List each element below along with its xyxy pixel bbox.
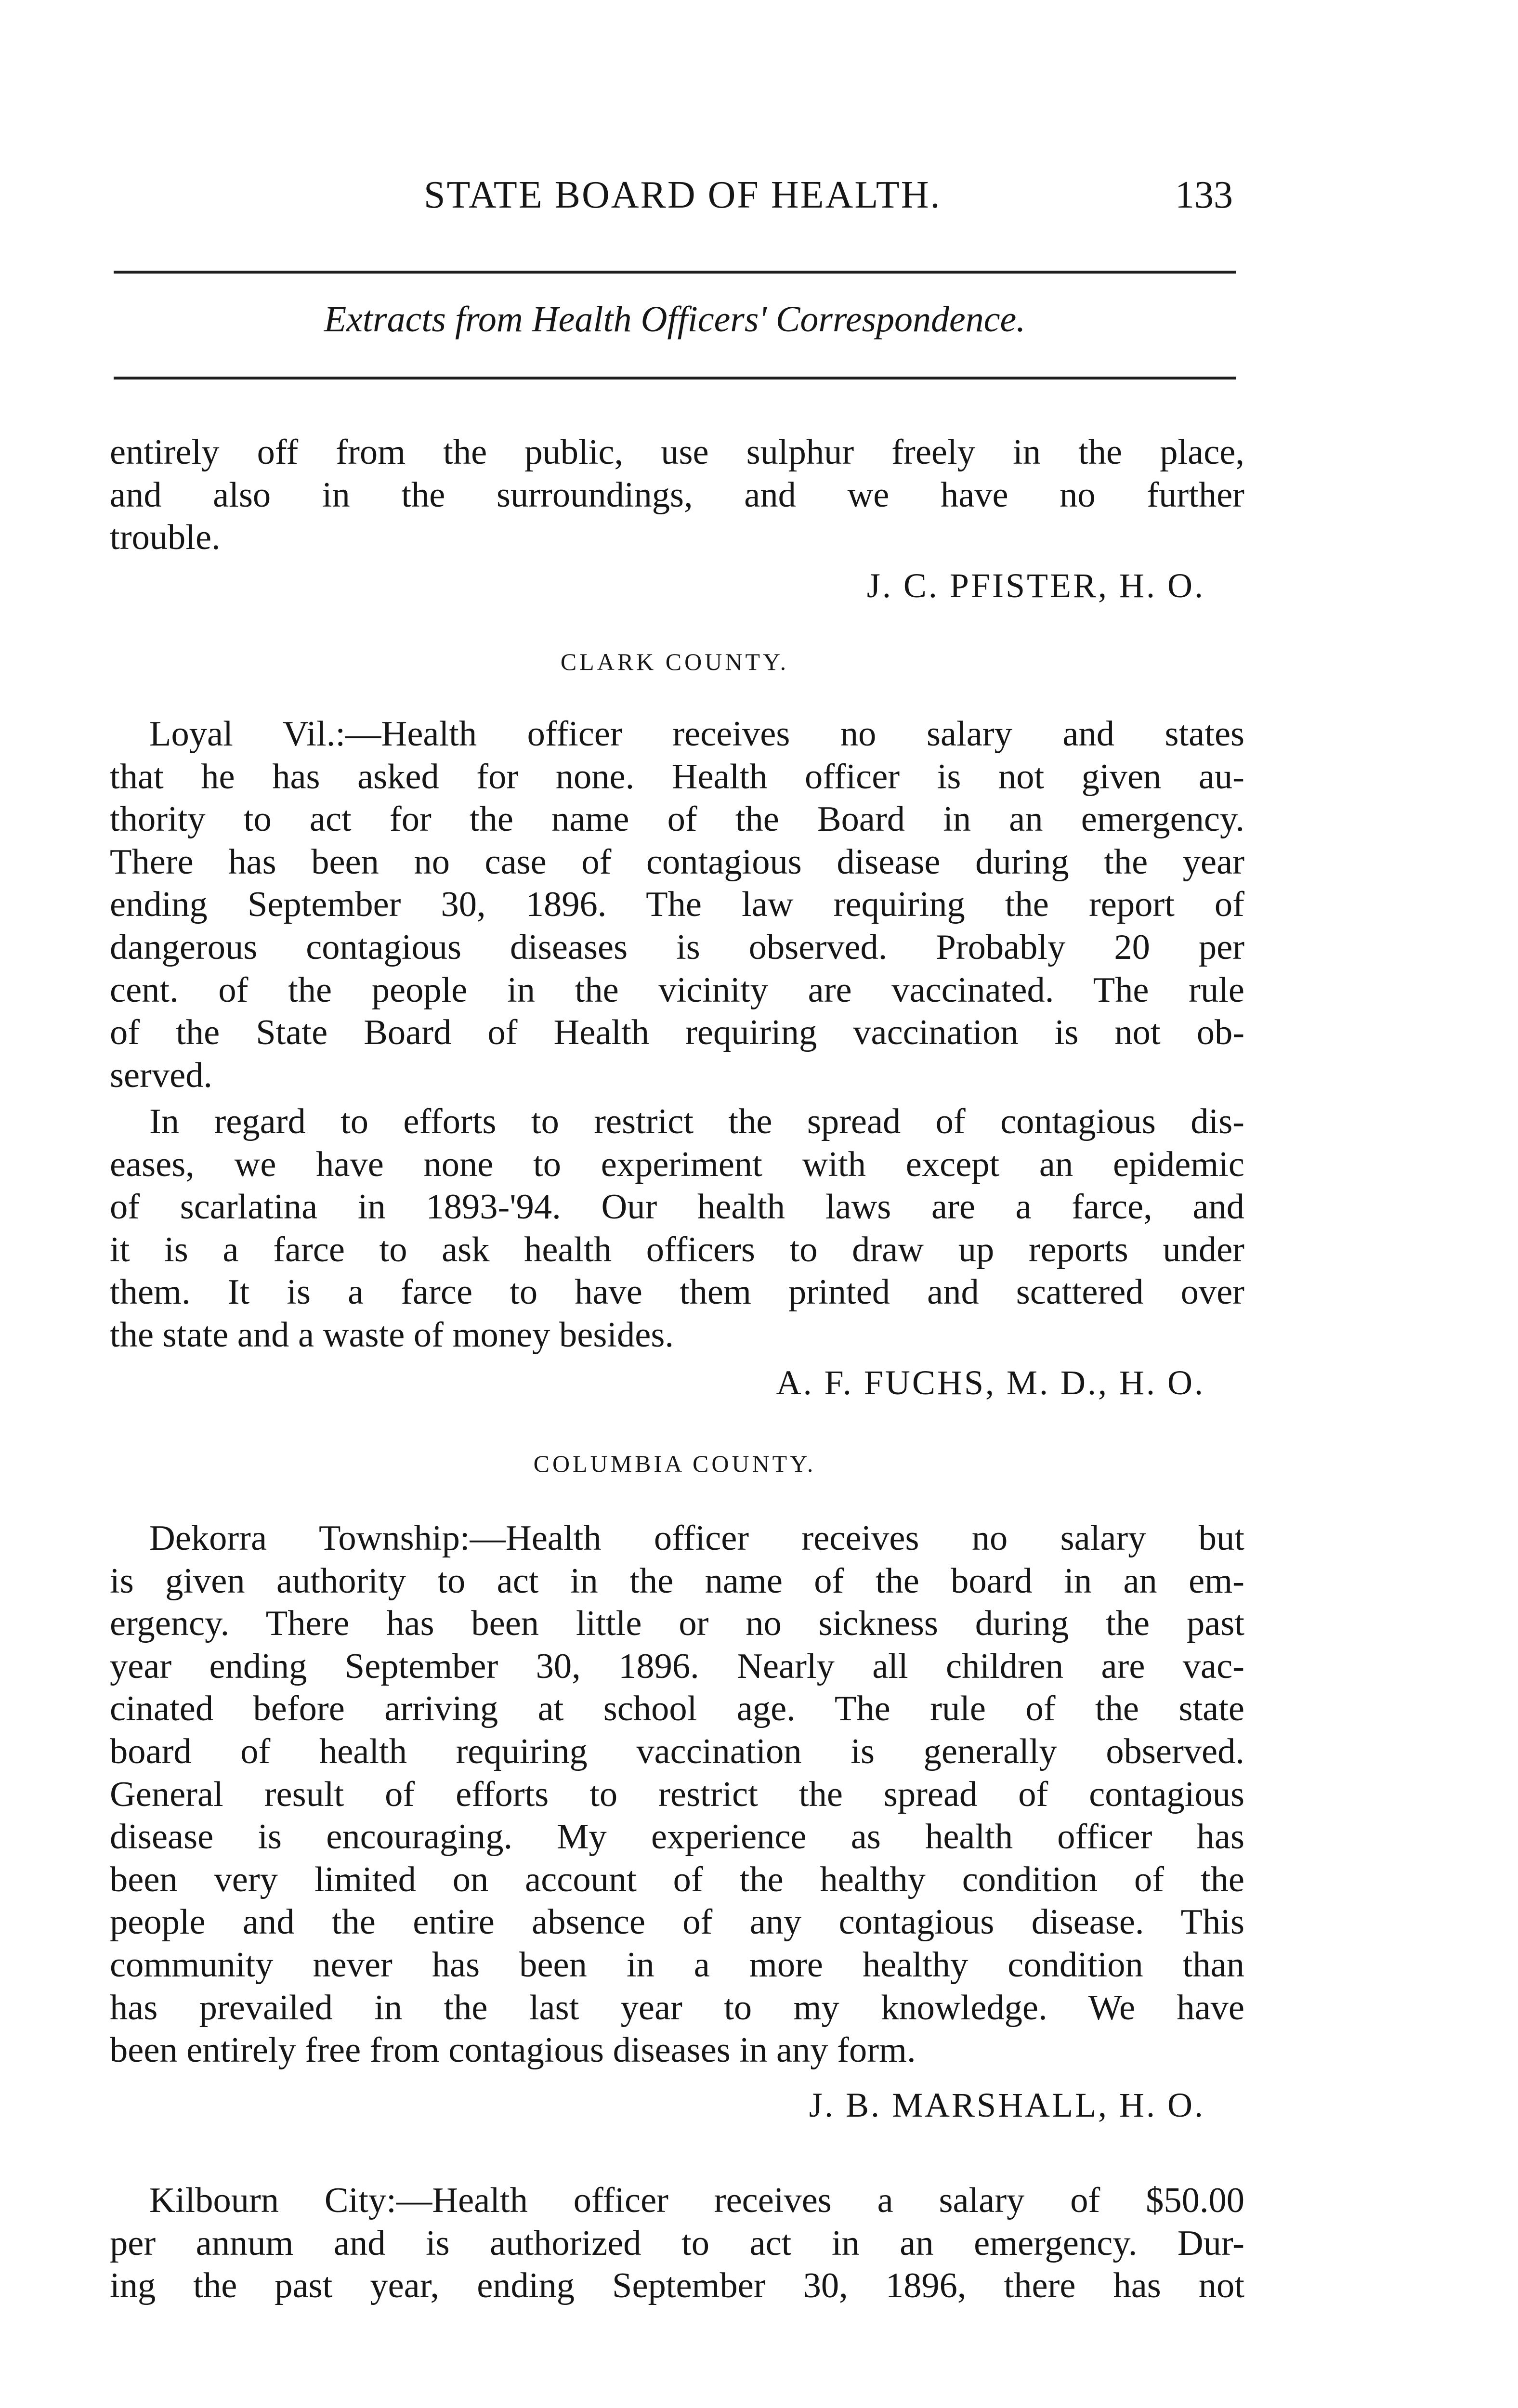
text-line: ing the past year, ending September 30, 1896, there has not	[110, 2266, 1244, 2306]
text-line: has prevailed in the last year to my knowledge. We have	[110, 1988, 1244, 2028]
running-title: STATE BOARD OF HEALTH.	[424, 174, 942, 216]
text-line: of the State Board of Health requiring vaccination is not ob-	[110, 1013, 1244, 1053]
signature-fuchs: A. F. FUCHS, M. D., H. O.	[776, 1363, 1205, 1402]
text-line: served.	[110, 1055, 213, 1095]
text-line: trouble.	[110, 518, 221, 558]
text-line: been very limited on account of the healthy condition of the	[110, 1859, 1244, 1899]
text-line: Kilbourn City:—Health officer receives a salary of $50.00	[149, 2181, 1244, 2220]
header-rule-top	[114, 271, 1236, 274]
county-heading-clark: CLARK COUNTY.	[560, 648, 789, 675]
text-line: cinated before arriving at school age. The rule of the state	[110, 1689, 1244, 1729]
text-line: ergency. There has been little or no sickness during the past	[110, 1604, 1244, 1644]
intro-paragraph	[110, 431, 1244, 559]
page-number: 133	[1175, 174, 1233, 216]
text-line: board of health requiring vaccination is generally observed.	[110, 1731, 1244, 1771]
text-line: dangerous contagious diseases is observed. Probably 20 per	[110, 927, 1244, 967]
text-line: people and the entire absence of any contagious disease. This	[110, 1902, 1244, 1942]
text-line: of scarlatina in 1893-'94. Our health laws are a farce, and	[110, 1187, 1244, 1227]
text-line: cent. of the people in the vicinity are vaccinated. The rule	[110, 970, 1244, 1010]
paragraph-dekorra-township	[110, 1517, 1244, 2072]
signature-pfister: J. C. PFISTER, H. O.	[866, 566, 1205, 605]
paragraph-kilbourn-city	[110, 2179, 1244, 2307]
signature-marshall: J. B. MARSHALL, H. O.	[809, 2086, 1205, 2124]
text-line: it is a farce to ask health officers to draw up reports under	[110, 1230, 1244, 1269]
paragraph-contagious-efforts	[110, 1100, 1244, 1357]
section-title: Extracts from Health Officers' Correspondence.	[324, 299, 1026, 340]
header-rule-bottom	[114, 377, 1236, 380]
text-line: ending September 30, 1896. The law requiring the report of	[110, 885, 1244, 925]
text-line: per annum and is authorized to act in an emergency. Dur-	[110, 2223, 1244, 2263]
text-line: disease is encouraging. My experience as health officer has	[110, 1817, 1244, 1857]
text-line: been entirely free from contagious diseases in any form.	[110, 2030, 916, 2070]
county-heading-columbia: COLUMBIA COUNTY.	[533, 1450, 816, 1477]
text-line: the state and a waste of money besides.	[110, 1315, 674, 1355]
text-line: General result of efforts to restrict the spread of contagious	[110, 1774, 1244, 1814]
text-line: Loyal Vil.:—Health officer receives no salary and states	[149, 714, 1244, 754]
text-line: Dekorra Township:—Health officer receives no salary but	[149, 1518, 1244, 1558]
text-line: entirely off from the public, use sulphur freely in the place,	[110, 432, 1244, 472]
text-line: them. It is a farce to have them printed and scattered over	[110, 1272, 1244, 1312]
paragraph-loyal-village	[110, 713, 1244, 1097]
text-line: In regard to efforts to restrict the spread of contagious dis-	[149, 1102, 1244, 1141]
text-line: community never has been in a more healthy condition than	[110, 1945, 1244, 1985]
text-line: There has been no case of contagious disease during the year	[110, 842, 1244, 882]
text-line: thority to act for the name of the Board in an emergency.	[110, 799, 1244, 839]
text-line: that he has asked for none. Health officer is not given au-	[110, 757, 1244, 797]
text-line: is given authority to act in the name of the board in an em-	[110, 1561, 1244, 1601]
text-line: eases, we have none to experiment with except an epidemic	[110, 1144, 1244, 1184]
text-line: year ending September 30, 1896. Nearly all children are vac-	[110, 1646, 1244, 1686]
text-line: and also in the surroundings, and we have no further	[110, 475, 1244, 515]
